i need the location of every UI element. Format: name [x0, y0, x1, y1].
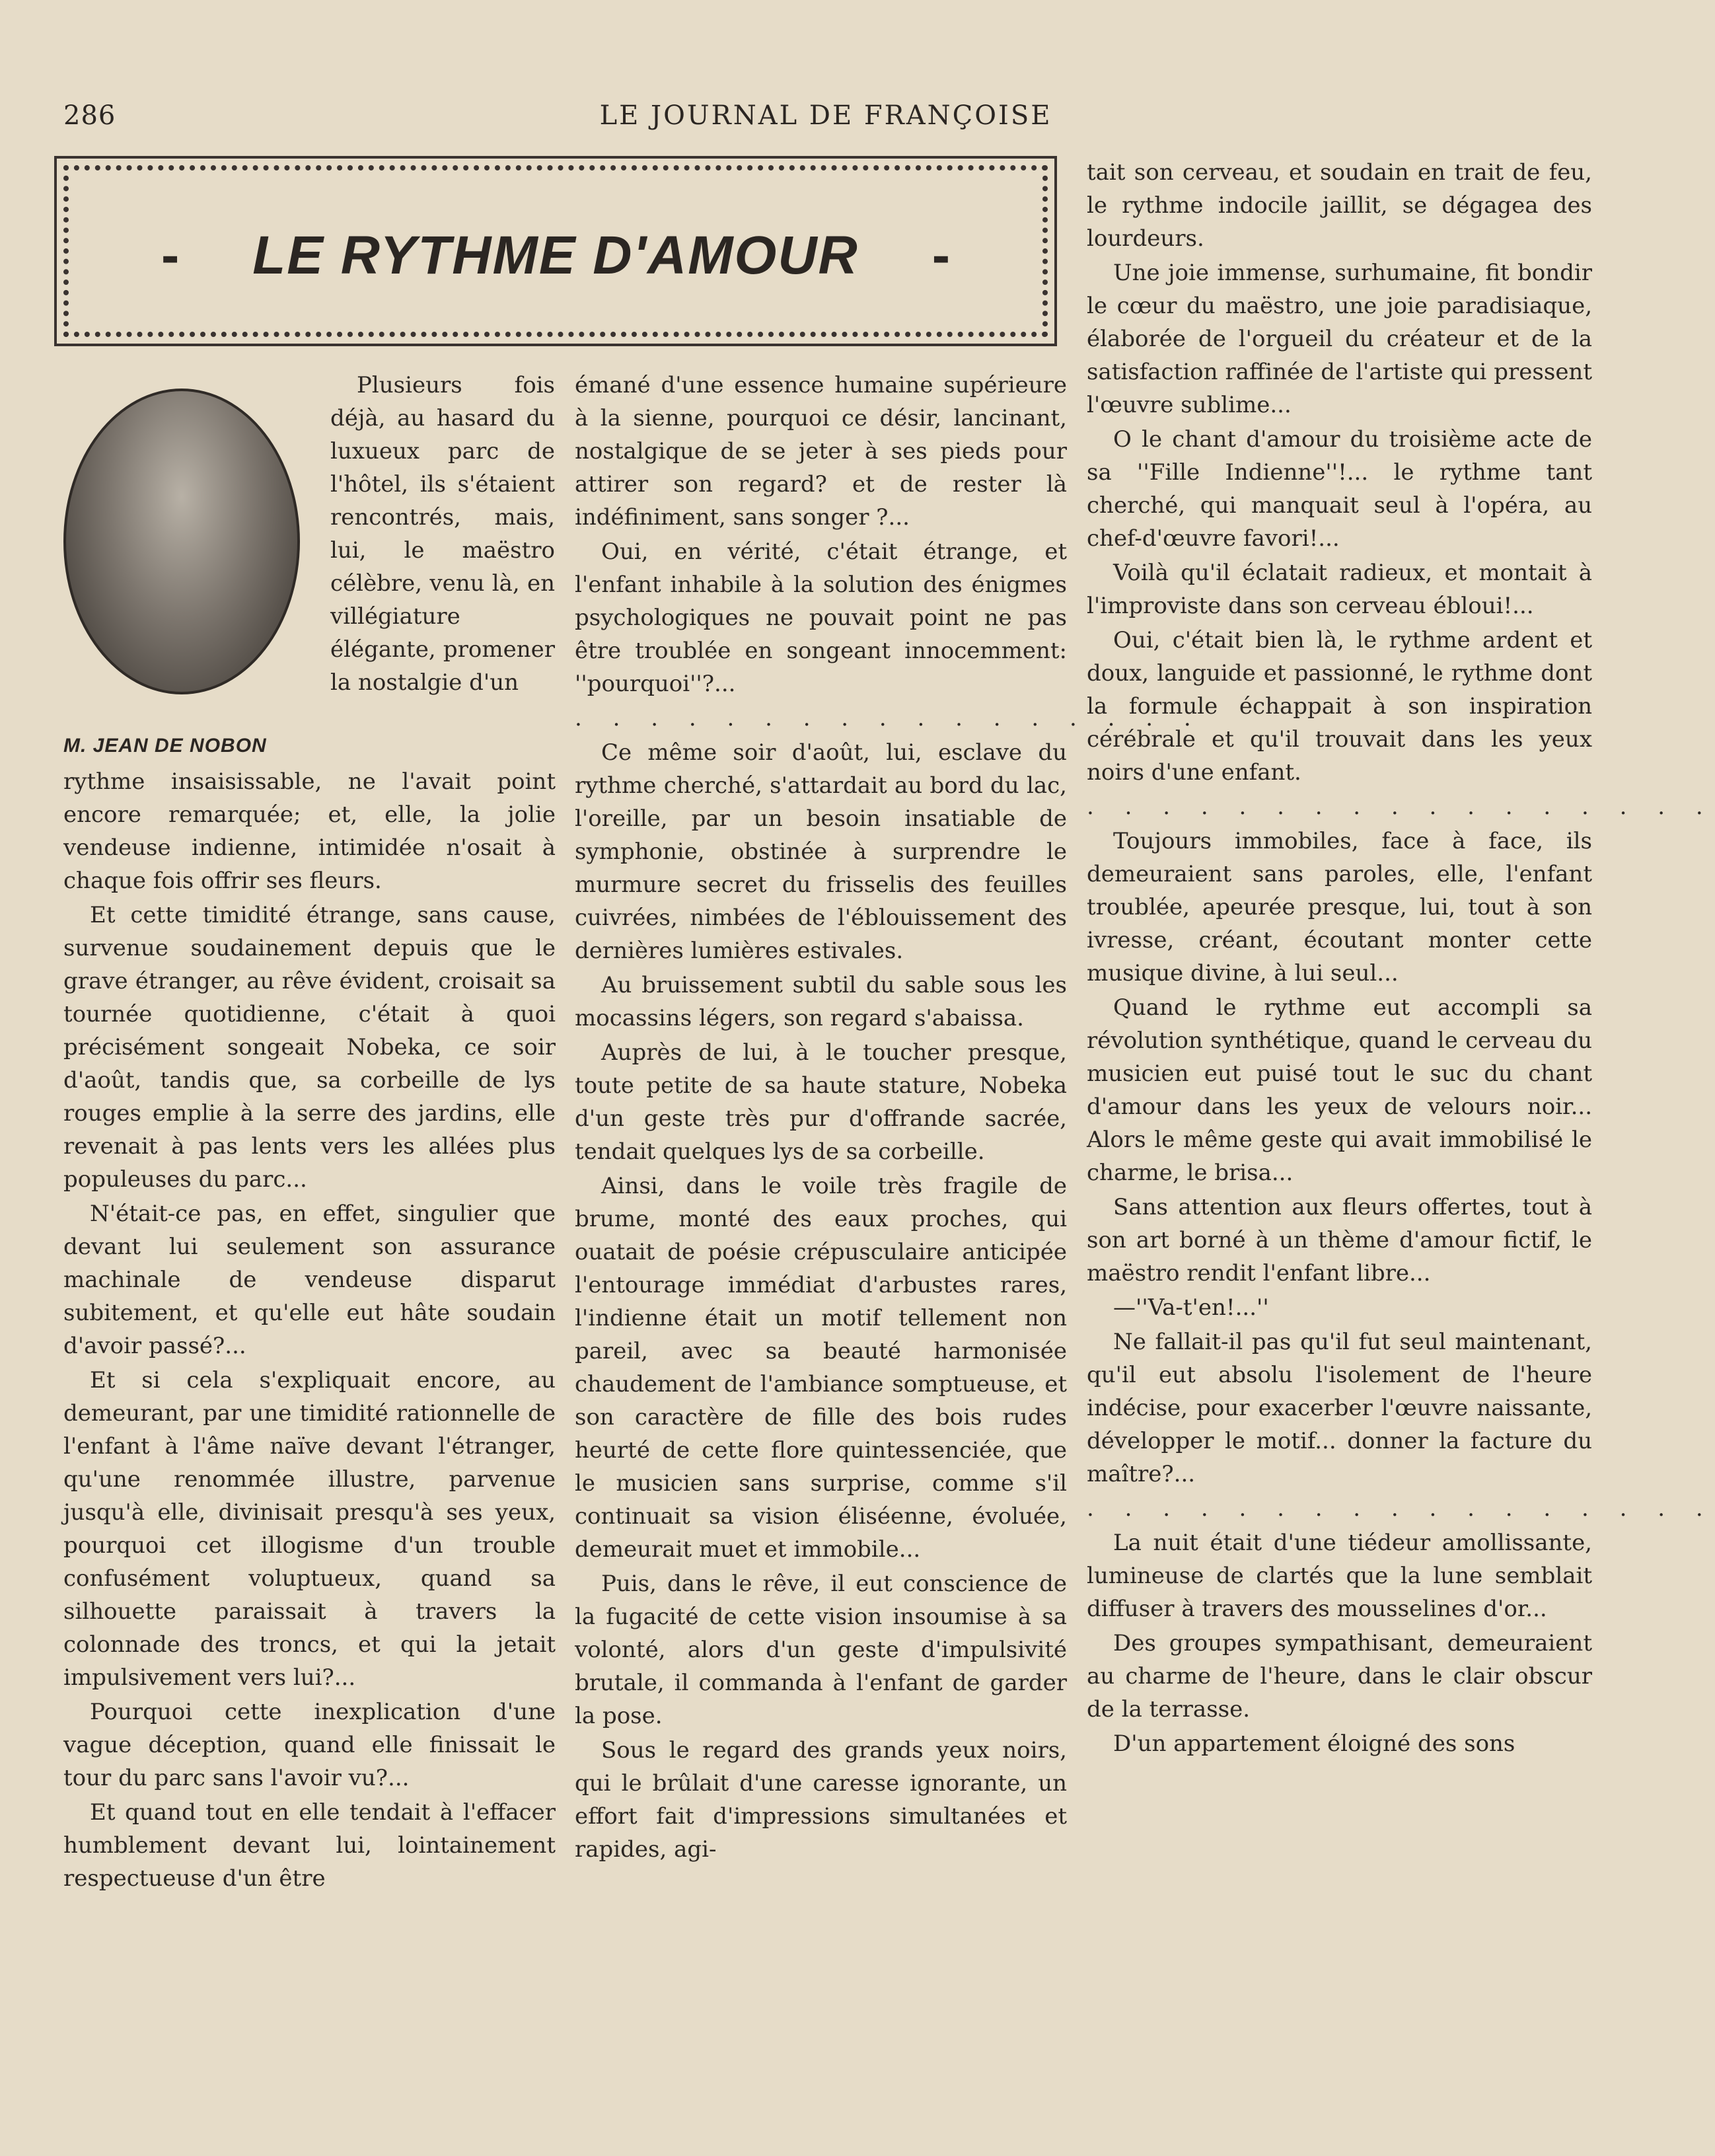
section-break-dots: . . . . . . . . . . . . . . . . . [1087, 794, 1715, 820]
paragraph: Sans attention aux fleurs offertes, tout à son art borné à un thème d'amour fictif, le maëstro rendit l'enfant libre... [1087, 1194, 1592, 1286]
article-title: LE RYTHME D'AMOUR [252, 225, 859, 285]
paragraph: D'un appartement éloigné des sons [1113, 1730, 1515, 1757]
paragraph: N'était-ce pas, en effet, singulier que devant lui seulement son assurance machinale de vendeuse disparut subitement, et qu'elle eut hâte soudain d'avoir passé?... [63, 1201, 556, 1359]
running-head: LE JOURNAL DE FRANÇOISE [599, 100, 1052, 131]
column-3 [1087, 156, 1715, 1762]
paragraph: Ce même soir d'août, lui, esclave du rythme cherché, s'attardait au bord du lac, l'oreille, par un besoin insatiable de symphonie, obstinée à surprendre le murmure secret du frisselis des feuilles cuivrées, nimbées de l'éblouissement des dernières lumières estivales. [575, 739, 1067, 964]
paragraph: —''Va-t'en!...'' [1113, 1294, 1269, 1321]
paragraph: Au bruissement subtil du sable sous les mocassins légers, son regard s'abaissa. [575, 972, 1067, 1031]
portrait-caption: M. JEAN DE NOBON [63, 735, 267, 757]
title-dash-right: - [931, 225, 950, 285]
paragraph: Voilà qu'il éclatait radieux, et montait à l'improviste dans son cerveau ébloui!... [1087, 560, 1592, 619]
paragraph: Oui, en vérité, c'était étrange, et l'enfant inhabile à la solution des énigmes psychologiques ne pouvait point ne pas être troublée en songeant innocemment: ''pourquoi''?... [575, 539, 1067, 697]
paragraph: Ne fallait-il pas qu'il fut seul maintenant, qu'il eut absolu l'isolement de l'heure indécise, pour exacerber l'œuvre naissante, développer le motif... donner la facture du maître?... [1087, 1329, 1592, 1487]
paragraph: Et cette timidité étrange, sans cause, survenue soudainement depuis que le grave étranger, au rêve évident, croisait sa tournée quotidienne, c'était à quoi précisément songeait Nobeka, ce soir d'août, tandis que, sa corbeille de lys rouges emplie à la serre des jardins, elle revenait à pas lents vers les allées plus populeuses du parc... [63, 902, 556, 1193]
paragraph: La nuit était d'une tiédeur amollissante, lumineuse de clartés que la lune semblait diffuser à travers des mousselines d'or... [1087, 1530, 1592, 1622]
paragraph: Sous le regard des grands yeux noirs, qui le brûlait d'une caresse ignorante, un effort fait d'impressions simultanées et rapides, agi- [575, 1737, 1067, 1863]
title-frame [63, 165, 1048, 337]
paragraph: Une joie immense, surhumaine, fit bondir le cœur du maëstro, une joie paradisiaque, élaborée de l'orgueil du créateur et de la satisfaction raffinée de l'artiste qui pressent l'œuvre sublime... [1087, 260, 1592, 418]
paragraph: Oui, c'était bien là, le rythme ardent et doux, languide et passionné, le rythme dont la formule échappait à son inspiration cérébrale et qu'il trouvait dans les yeux noirs d'une enfant. [1087, 627, 1592, 786]
section-break-dots: . . . . . . . . . . . . . . . . . [575, 705, 1203, 731]
paragraph: Et si cela s'expliquait encore, au demeurant, par une timidité rationnelle de l'enfant à l'âme naïve devant l'étranger, qu'une renommée illustre, parvenue jusqu'à elle, divinisait presqu'à ses yeux, pourquoi cet illogisme d'un trouble confusément voluptueux, quand sa silhouette paraissait à travers la colonnade des troncs, et qui la jetait impulsivement vers lui?... [63, 1367, 556, 1691]
paragraph: Toujours immobiles, face à face, ils demeuraient sans paroles, elle, l'enfant troublée, apeurée presque, lui, tout à son ivresse, créant, écoutant monter cette musique divine, à lui seul... [1087, 828, 1592, 986]
paragraph: Plusieurs fois déjà, au hasard du luxueux parc de l'hôtel, ils s'étaient rencontrés, mais, lui, le maëstro célèbre, venu là, en villégiature élégante, promener la nostalgie d'un [330, 372, 555, 696]
paragraph: rythme insaisissable, ne l'avait point encore remarquée; et, elle, la jolie vendeuse indienne, intimidée n'osait à chaque fois offrir ses fleurs. [63, 768, 556, 894]
paragraph: tait son cerveau, et soudain en trait de feu, le rythme indocile jaillit, se dégagea des lourdeurs. [1087, 159, 1592, 252]
paragraph: Auprès de lui, à le toucher presque, toute petite de sa haute stature, Nobeka d'un geste très pur d'offrande sacrée, tendait quelques lys de sa corbeille. [575, 1039, 1067, 1165]
page-number: 286 [63, 100, 116, 131]
paragraph: Puis, dans le rêve, il eut conscience de la fugacité de cette vision insoumise à sa volonté, alors d'un geste d'impulsivité brutale, il commanda à l'enfant de garder la pose. [575, 1571, 1067, 1729]
paragraph: émané d'une essence humaine supérieure à la sienne, pourquoi ce désir, lancinant, nostalgique de se jeter à ses pieds pour attirer son regard? et de rester là indéfiniment, sans songer ?... [575, 372, 1067, 531]
paragraph: Pourquoi cette inexplication d'une vague déception, quand elle finissait le tour du parc sans l'avoir vu?... [63, 1699, 556, 1791]
column-1 [63, 765, 556, 1896]
column-1-top [330, 369, 555, 700]
paragraph: O le chant d'amour du troisième acte de sa ''Fille Indienne''!... le rythme tant cherché, qui manquait seul à l'opéra, au chef-d'œuvre favori!... [1087, 426, 1592, 552]
paragraph: Et quand tout en elle tendait à l'effacer humblement devant lui, lointainement respectueuse d'un être [63, 1799, 556, 1892]
title-dash-left: - [161, 225, 180, 285]
section-break-dots: . . . . . . . . . . . . . . . . . [1087, 1495, 1715, 1522]
author-portrait [63, 389, 300, 694]
paragraph: Ainsi, dans le voile très fragile de brume, monté des eaux proches, qui ouatait de poésie crépusculaire anticipée l'entourage immédiat d'arbustes rares, l'indienne était un motif tellement non pareil, avec sa beauté harmonisée chaudement de l'ambiance somptueuse, et son caractère de fille des bois rudes heurté de cette flore quintessenciée, que le musicien sans surprise, comme s'il continuait sa vision éliséenne, évoluée, demeurait muet et immobile... [575, 1173, 1067, 1563]
paragraph: Quand le rythme eut accompli sa révolution synthétique, quand le cerveau du musicien eut puisé tout le suc du chant d'amour dans les yeux de velours noir... Alors le même geste qui avait immobilisé le charme, le brisa... [1087, 994, 1592, 1186]
paragraph: Des groupes sympathisant, demeuraient au charme de l'heure, dans le clair obscur de la terrasse. [1087, 1630, 1592, 1723]
